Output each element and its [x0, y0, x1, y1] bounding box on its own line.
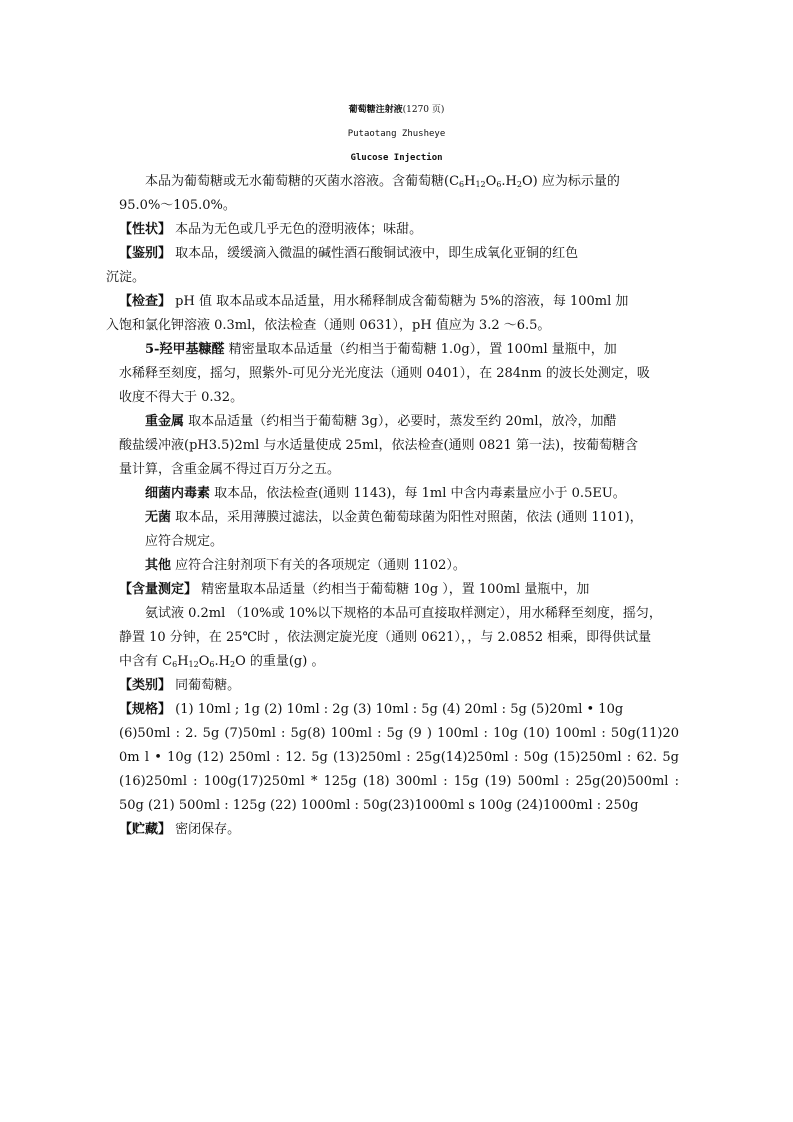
hmf-line-2: 水稀释至刻度，摇匀，照紫外-可见分光光度法（通则 0401），在 284nm 的波长处测定，吸 [119, 366, 650, 381]
section-neidusu: 细菌内毒素 取本品，依法检查(通则 1143)，每 1ml 中含内毒素量应小于 0.5EU。 [145, 486, 626, 501]
hmf-line-3: 收度不得大于 0.32。 [119, 390, 244, 405]
jianbie-line-2: 沉淀。 [106, 270, 146, 285]
section-jianbie: 【鉴别】 取本品，缓缓滴入微温的碱性酒石酸铜试液中，即生成氧化亚铜的红色 [119, 246, 579, 261]
section-zhucang: 【贮藏】 密闭保存。 [119, 822, 241, 837]
label-neidusu: 细菌内毒素 [145, 486, 211, 501]
wujun-line-2: 应符合规定。 [145, 534, 224, 549]
title-cn: 葡萄糖注射液 [348, 105, 403, 115]
label-jianbie: 【鉴别】 [119, 246, 172, 261]
guige-line-5: 50g (21) 500ml : 125g (22) 1000ml : 50g(23)1000ml s 100g (24)1000ml : 250g [119, 798, 639, 813]
guige-line-3: 0m l • 10g (12) 250ml : 12. 5g (13)250ml : 25g(14)250ml : 50g (15)250ml : 62. 5g [119, 750, 679, 765]
hanliang-line-2: 氨试液 0.2ml （10%或 10%以下规格的本品可直接取样测定），用水稀释至刻度，摇匀， [145, 606, 662, 621]
label-zhongjinshu: 重金属 [145, 414, 185, 429]
section-zhongjinshu: 重金属 取本品适量（约相当于葡萄糖 3g），必要时，蒸发至约 20ml，放冷，加醋 [145, 414, 617, 429]
section-jiancha: 【检查】 pH 值 取本品或本品适量，用水稀释制成含葡萄糖为 5%的溶液，每 100ml 加 [119, 294, 629, 309]
section-xingzhuang: 【性状】 本品为无色或几乎无色的澄明液体；味甜。 [119, 222, 423, 237]
section-leibie: 【类别】 同葡萄糖。 [119, 678, 241, 693]
guige-line-4: (16)250ml : 100g(17)250ml * 125g (18) 300ml : 15g (19) 500ml : 25g(20)500ml : [119, 774, 679, 789]
label-leibie: 【类别】 [119, 678, 172, 693]
intro-line-2: 95.0%～105.0%。 [119, 198, 236, 213]
guige-line-2: (6)50ml : 2. 5g (7)50ml : 5g(8) 100ml : 5g (9 ) 100ml : 10g (10) 100ml : 50g(11)20 [119, 726, 679, 741]
zhongjinshu-line-2: 酸盐缓冲液(pH3.5)2ml 与水适量使成 25ml，依法检查(通则 0821 第一法)，按葡萄糖含 [119, 438, 639, 453]
hanliang-line-4: 中含有 $C_6H_{12}O_6.H_2O$ 的重量(g) 。 [119, 654, 325, 669]
section-wujun: 无菌 取本品，采用薄膜过滤法，以金黄色葡萄球菌为阳性对照菌，依法 (通则 1101)， [145, 510, 643, 525]
jiancha-line-2: 入饱和氯化钾溶液 0.3ml，依法检查（通则 0631），pH 值应为 3.2 ～6.5。 [106, 318, 551, 333]
zhongjinshu-line-3: 量计算，含重金属不得过百万分之五。 [119, 462, 341, 477]
intro-line-1: 本品为葡萄糖或无水葡萄糖的灭菌水溶液。含葡萄糖$(C_6H_{12}O_6.H_2O)$ 应为标示量的 [145, 174, 620, 189]
label-guige: 【规格】 [119, 702, 172, 717]
page-title [0, 100, 793, 120]
label-zhucang: 【贮藏】 [119, 822, 172, 837]
label-hmf: 5-羟甲基糠醛 [145, 342, 225, 357]
title-page-ref: (1270 页) [402, 105, 445, 115]
label-xingzhuang: 【性状】 [119, 222, 172, 237]
section-hanliang: 【含量测定】 精密量取本品适量（约相当于葡萄糖 10g ），置 100ml 量瓶中，加 [119, 582, 590, 597]
hanliang-line-3: 静置 10 分钟，在 25℃时 ，依法测定旋光度（通则 0621），，与 2.0852 相乘，即得供试量 [119, 630, 652, 645]
label-jiancha: 【检查】 [119, 294, 172, 309]
label-hanliang: 【含量测定】 [119, 582, 198, 597]
section-qita: 其他 应符合注射剂项下有关的各项规定（通则 1102）。 [145, 558, 466, 573]
english-title: Glucose Injection [350, 153, 443, 163]
section-hmf: 5-羟甲基糠醛 精密量取本品适量（约相当于葡萄糖 1.0g），置 100ml 量瓶中，加 [145, 342, 617, 357]
label-wujun: 无菌 [145, 510, 172, 525]
pinyin-title: Putaotang Zhusheye [347, 129, 446, 139]
label-qita: 其他 [145, 558, 172, 573]
section-guige: 【规格】 (1) 10ml ; 1g (2) 10ml : 2g (3) 10ml : 5g (4) 20ml : 5g (5)20ml • 10g [119, 702, 624, 717]
